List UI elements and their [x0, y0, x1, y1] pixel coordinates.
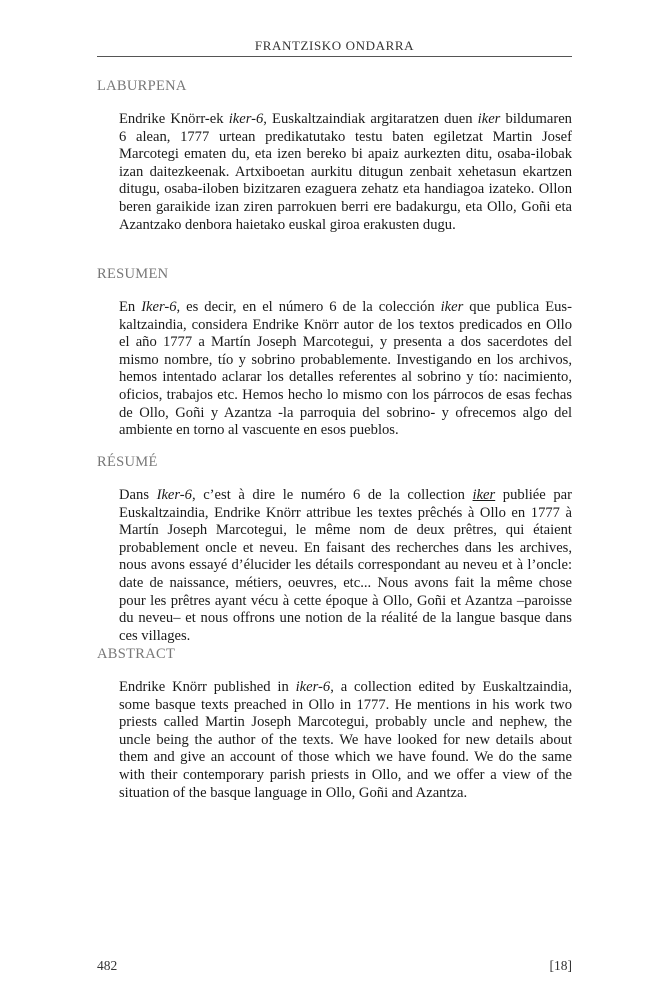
- italic-term: iker-6: [228, 111, 264, 127]
- text-run: Endrike Knörr published in: [119, 679, 296, 695]
- section-body: [119, 487, 572, 645]
- section-body: [119, 679, 572, 802]
- text-run: Endrike Knörr-ek: [119, 111, 229, 127]
- page-number: 482: [97, 958, 118, 973]
- italic-term: iker: [477, 111, 501, 127]
- section-laburpena: [97, 78, 572, 234]
- text-run: Dans: [119, 487, 157, 503]
- section-resume: [97, 454, 572, 645]
- text-run: bildumaren 6 alean, 1777 urtean predikatutako testu baten egiletzat Martin Josef Marcotegi ematen du, eta izen bereko bi apaiz aurkezten ditu, osaba-ilobak izan daitezkeenak. Artxiboetan aurkitu ditugun zenbait xehetasun ekartzen ditugu, osaba-iloben bizitzaren ezaguera zehatz eta handiagoa izateko. Ollon beren garaikide izan ziren parrokuen berri ere badakurgu, eta Ollo, Goñi eta Azantzako denbora haietako euskal giroa erakusten dugu.: [119, 111, 572, 233]
- section-body: [119, 299, 572, 440]
- italic-term: iker-6: [295, 679, 331, 695]
- text-run: , c’est à dire le numéro 6 de la collection: [191, 487, 473, 503]
- italic-term: Iker-6: [156, 487, 192, 503]
- section-abstract: [97, 646, 572, 802]
- section-body: [119, 111, 572, 234]
- section-heading: RÉSUMÉ: [97, 454, 158, 470]
- header-rule: [97, 56, 572, 57]
- text-run: En: [119, 299, 142, 315]
- section-heading: LABURPENA: [97, 78, 187, 94]
- running-head: FRANTZISKO ONDARRA: [254, 38, 415, 53]
- section-heading: RESUMEN: [97, 266, 169, 282]
- section-heading: ABSTRACT: [97, 646, 176, 662]
- text-run: , es decir, en el número 6 de la colección: [176, 299, 441, 315]
- italic-term: Iker-6: [141, 299, 177, 315]
- text-run: publiée par Euskaltzaindia, Endrike Knörr attribue les textes prêchés à Ollo en 1777 à Martín Joseph Marcotegui, le même nom de deux prêtres, qui étaient probablement oncle et neveu. En faisant des recherches dans les archives, nous avons essayé d’élucider les détails correspondant au neveu et à l’oncle: date de naissance, métiers, oeuvres, etc... Nous avons fait la même chose pour les prêtres ayant vécu à cette époque à Ollo, Goñi et Azantza –paroisse du neveu– et nous offrons une notion de la réalité de la langue basque dans ces villages.: [119, 487, 572, 644]
- italic-term: iker: [472, 487, 496, 503]
- italic-term: iker: [440, 299, 464, 315]
- text-run: , a collection edited by Euskaltzaindia, some basque texts preached in Ollo in 1777. He mentions in his work two priests called Martin Joseph Marcotegui, probably uncle and nephew, the uncle being the author of the texts. We have looked for new details about them and give an account of those which we have found. We do the same with their contemporary parish priests in Ollo, and we offer a view of the situation of the basque language in Ollo, Goñi and Azantza.: [119, 679, 572, 801]
- text-run: , Euskaltzaindiak argitaratzen duen: [263, 111, 478, 127]
- page-reference: [18]: [549, 958, 572, 973]
- section-resumen: [97, 266, 572, 440]
- text-run: que publica Euskaltzaindia, considera Endrike Knörr autor de los textos predicados en Ollo el año 1777 a Martín Joseph Marcotegui, y presenta a dos sacerdotes del mismo nombre, tío y sobrino probablemente. Investigando en los archivos, hemos intentado aclarar los detalles referentes al sobrino y tío: nacimiento, oficios, trabajos etc. Hemos hecho lo mismo con los párrocos de esas fechas de Ollo, Goñi y Azantza -la parroquia del sobrino- y ofrecemos algo del ambiente en torno al vascuente en esos pueblos.: [119, 299, 572, 439]
